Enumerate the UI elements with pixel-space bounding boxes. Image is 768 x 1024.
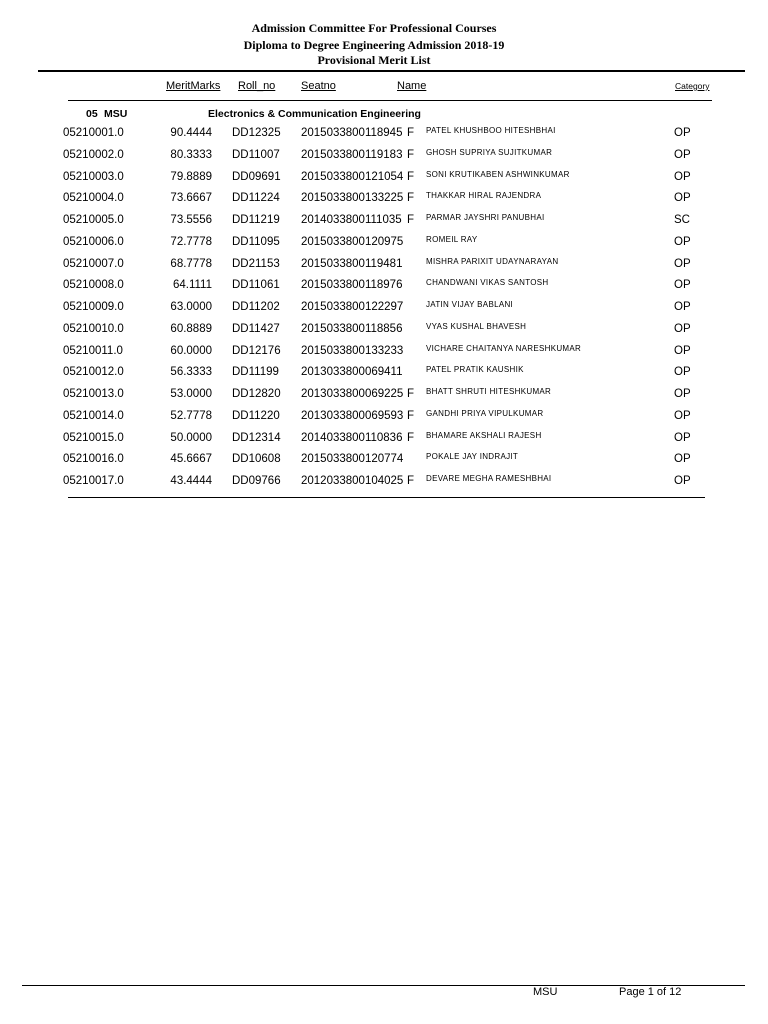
category: SC	[674, 214, 690, 226]
table-row	[0, 344, 768, 358]
roll-number: DD12325	[232, 127, 281, 139]
merit-marks: 63.0000	[170, 301, 212, 313]
merit-marks: 64.1111	[172, 279, 212, 292]
candidate-name: VYAS KUSHAL BHAVESH	[426, 321, 527, 331]
merit-number: 05210008.0	[63, 279, 124, 292]
table-row	[0, 300, 768, 314]
seat-number: 2013033800069225	[301, 388, 404, 400]
roll-number: DD11202	[232, 301, 280, 313]
gender: F	[407, 214, 415, 226]
merit-number: 05210006.0	[63, 235, 124, 248]
candidate-name: CHANDWANI VIKAS SANTOSH	[426, 278, 549, 288]
merit-number: 05210015.0	[63, 431, 124, 444]
seat-number: 2015033800133225	[301, 192, 404, 205]
candidate-name: PATEL PRATIK KAUSHIK	[426, 365, 524, 375]
table-row	[0, 474, 768, 488]
merit-number: 05210016.0	[63, 453, 124, 466]
candidate-name: JATIN VIJAY BABLANI	[426, 300, 514, 309]
table-row	[0, 148, 768, 162]
merit-marks: 73.5556	[170, 214, 212, 226]
roll-number: DD11199	[232, 366, 279, 379]
seat-number: 2015033800119183	[301, 148, 403, 161]
candidate-name: BHATT SHRUTI HITESHKUMAR	[426, 387, 552, 396]
gender: F	[407, 127, 415, 139]
table-row	[0, 257, 768, 271]
roll-number: DD12820	[232, 388, 281, 400]
candidate-name: BHAMARE AKSHALI RAJESH	[426, 430, 542, 440]
candidate-name: THAKKAR HIRAL RAJENDRA	[426, 191, 542, 201]
table-row	[0, 387, 768, 401]
seat-number: 2012033800104025	[301, 475, 404, 487]
column-header-seatno: Seatno	[301, 80, 336, 92]
category: OP	[674, 235, 691, 248]
table-row	[0, 170, 768, 184]
category: OP	[674, 366, 691, 379]
merit-marks: 56.3333	[170, 366, 212, 379]
column-header-divider	[68, 100, 712, 101]
candidate-name: GHOSH SUPRIYA SUJITKUMAR	[426, 147, 553, 157]
candidate-name: PARMAR JAYSHRI PANUBHAI	[426, 213, 545, 222]
committee-title: Admission Committee For Professional Courses	[251, 21, 497, 35]
table-row	[0, 191, 768, 205]
gender: F	[407, 409, 415, 422]
seat-number: 2015033800122297	[301, 301, 404, 313]
merit-number: 05210011.0	[63, 344, 123, 357]
table-row	[0, 322, 768, 336]
seat-number: 2015033800121054	[301, 170, 404, 183]
roll-number: DD11219	[232, 214, 280, 226]
roll-number: DD11220	[232, 409, 280, 422]
category: OP	[674, 301, 691, 313]
merit-number: 05210017.0	[63, 475, 124, 487]
merit-marks: 72.7778	[170, 235, 212, 248]
category: OP	[674, 344, 691, 357]
merit-marks: 45.6667	[170, 453, 212, 466]
candidate-name: VICHARE CHAITANYA NARESHKUMAR	[426, 343, 582, 353]
merit-marks: 52.7778	[170, 409, 212, 422]
admission-title: Diploma to Degree Engineering Admission 2018-19	[243, 38, 505, 52]
category: OP	[674, 127, 691, 139]
table-row	[0, 235, 768, 249]
merit-number: 05210001.0	[63, 127, 124, 139]
seat-number: 2015033800120975	[301, 235, 404, 248]
merit-number: 05210007.0	[63, 257, 124, 270]
candidate-name: SONI KRUTIKABEN ASHWINKUMAR	[426, 169, 570, 179]
candidate-name: ROMEIL RAY	[426, 234, 478, 244]
table-end-divider	[68, 497, 705, 498]
category: OP	[674, 409, 691, 422]
seat-number: 2014033800110836	[301, 431, 403, 444]
merit-marks: 90.4444	[170, 127, 212, 139]
category: OP	[674, 431, 691, 444]
column-header-category: Category	[675, 81, 710, 91]
footer-university: MSU	[533, 986, 558, 998]
seat-number: 2014033800111035	[301, 214, 402, 226]
category: OP	[674, 322, 691, 335]
roll-number: DD12314	[232, 431, 281, 444]
seat-number: 2015033800133233	[301, 344, 404, 357]
seat-number: 2015033800118945	[301, 127, 403, 139]
category: OP	[674, 453, 691, 466]
roll-number: DD11061	[232, 279, 280, 292]
section-branch: Electronics & Communication Engineering	[208, 108, 421, 120]
list-title: Provisional Merit List	[317, 53, 431, 67]
merit-marks: 80.3333	[170, 148, 212, 161]
candidate-name: DEVARE MEGHA RAMESHBHAI	[426, 474, 552, 483]
roll-number: DD11007	[232, 148, 280, 161]
table-row	[0, 213, 768, 227]
category: OP	[674, 170, 691, 183]
gender: F	[407, 431, 415, 444]
category: OP	[674, 257, 691, 270]
section-code: 05	[86, 108, 98, 120]
candidate-name: MISHRA PARIXIT UDAYNARAYAN	[426, 256, 559, 266]
table-row	[0, 409, 768, 423]
gender: F	[407, 148, 415, 161]
roll-number: DD09691	[232, 170, 281, 183]
section-university: MSU	[104, 108, 128, 120]
seat-number: 2015033800120774	[301, 453, 404, 466]
seat-number: 2015033800118856	[301, 322, 403, 335]
merit-number: 05210005.0	[63, 214, 124, 226]
merit-marks: 60.0000	[170, 344, 212, 357]
candidate-name: GANDHI PRIYA VIPULKUMAR	[426, 408, 544, 418]
gender: F	[407, 475, 415, 487]
category: OP	[674, 192, 691, 205]
merit-number: 05210004.0	[63, 192, 124, 205]
page-number: Page 1 of 12	[619, 986, 682, 998]
roll-number: DD11095	[232, 235, 280, 248]
gender: F	[407, 170, 415, 183]
seat-number: 2015033800118976	[301, 279, 403, 292]
category: OP	[674, 148, 691, 161]
merit-marks: 43.4444	[170, 475, 212, 487]
merit-number: 05210013.0	[63, 388, 124, 400]
merit-number: 05210014.0	[63, 409, 124, 422]
table-row	[0, 452, 768, 466]
category: OP	[674, 279, 691, 292]
candidate-name: PATEL KHUSHBOO HITESHBHAI	[426, 126, 556, 135]
category: OP	[674, 475, 691, 487]
table-row	[0, 431, 768, 445]
merit-marks: 50.0000	[170, 431, 212, 444]
gender: F	[407, 192, 415, 205]
column-header-name: Name	[397, 80, 427, 92]
roll-number: DD12176	[232, 344, 281, 357]
roll-number: DD21153	[232, 257, 280, 270]
category: OP	[674, 388, 691, 400]
roll-number: DD11427	[232, 322, 280, 335]
merit-number: 05210010.0	[63, 322, 124, 335]
roll-number: DD09766	[232, 475, 281, 487]
candidate-name: POKALE JAY INDRAJIT	[426, 452, 519, 462]
merit-number: 05210012.0	[63, 366, 124, 379]
seat-number: 2013033800069411	[301, 366, 403, 379]
merit-number: 05210003.0	[63, 170, 124, 183]
gender: F	[407, 388, 415, 400]
column-header-roll-no: Roll_no	[238, 80, 276, 92]
table-row	[0, 126, 768, 140]
merit-number: 05210002.0	[63, 148, 124, 161]
merit-marks: 68.7778	[170, 257, 212, 270]
column-header-merit-marks: MeritMarks	[166, 80, 221, 92]
header-divider	[38, 70, 745, 72]
merit-marks: 53.0000	[170, 388, 212, 400]
roll-number: DD10608	[232, 453, 281, 466]
table-row	[0, 365, 768, 379]
roll-number: DD11224	[232, 192, 280, 205]
seat-number: 2013033800069593	[301, 409, 404, 422]
merit-marks: 60.8889	[170, 322, 212, 335]
merit-marks: 73.6667	[170, 192, 212, 205]
table-row	[0, 278, 768, 292]
seat-number: 2015033800119481	[301, 257, 403, 270]
merit-number: 05210009.0	[63, 301, 124, 313]
merit-marks: 79.8889	[170, 170, 212, 183]
